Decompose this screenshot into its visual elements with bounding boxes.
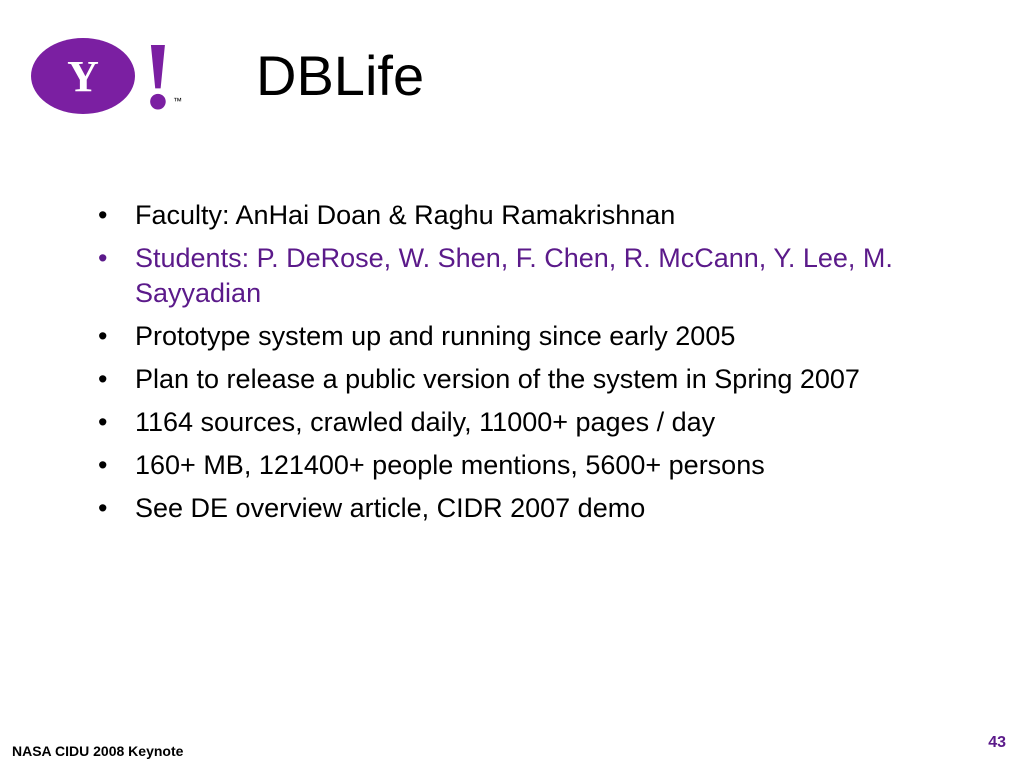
bullet-item-stats xyxy=(98,448,948,483)
bullet-icon: • xyxy=(98,321,108,351)
bullet-text: 1164 sources, crawled daily, 11000+ pages / day xyxy=(135,407,716,437)
bullet-text: Plan to release a public version of the system in Spring 2007 xyxy=(135,364,860,394)
bullet-text: 160+ MB, 121400+ people mentions, 5600+ persons xyxy=(135,450,765,480)
bullet-item-prototype xyxy=(98,319,948,354)
logo-exclamation: ! xyxy=(142,28,174,120)
logo-trademark: ™ xyxy=(173,96,182,106)
bullet-item-release-plan xyxy=(98,362,948,397)
bullet-icon: • xyxy=(98,407,108,437)
bullet-item-students xyxy=(98,241,948,311)
yahoo-logo-icon xyxy=(30,28,182,120)
bullet-item-overview xyxy=(98,491,948,526)
yahoo-logo xyxy=(30,28,182,120)
bullet-item-sources xyxy=(98,405,948,440)
bullet-icon: • xyxy=(98,493,108,523)
bullet-list xyxy=(98,198,948,534)
logo-letter: Y xyxy=(67,52,99,101)
page-number: 43 xyxy=(988,734,1006,751)
bullet-text: See DE overview article, CIDR 2007 demo xyxy=(135,493,646,523)
footer-event-label: NASA CIDU 2008 Keynote xyxy=(12,743,184,759)
bullet-icon: • xyxy=(98,200,108,230)
bullet-icon: • xyxy=(98,243,108,273)
bullet-text: Students: P. DeRose, W. Shen, F. Chen, R. McCann, Y. Lee, M. Sayyadian xyxy=(135,243,893,308)
bullet-icon: • xyxy=(98,450,108,480)
bullet-icon: • xyxy=(98,364,108,394)
bullet-text: Prototype system up and running since early 2005 xyxy=(135,321,736,351)
bullet-item-faculty xyxy=(98,198,948,233)
slide-title: DBLife xyxy=(256,44,425,107)
bullet-text: Faculty: AnHai Doan & Raghu Ramakrishnan xyxy=(135,200,676,230)
